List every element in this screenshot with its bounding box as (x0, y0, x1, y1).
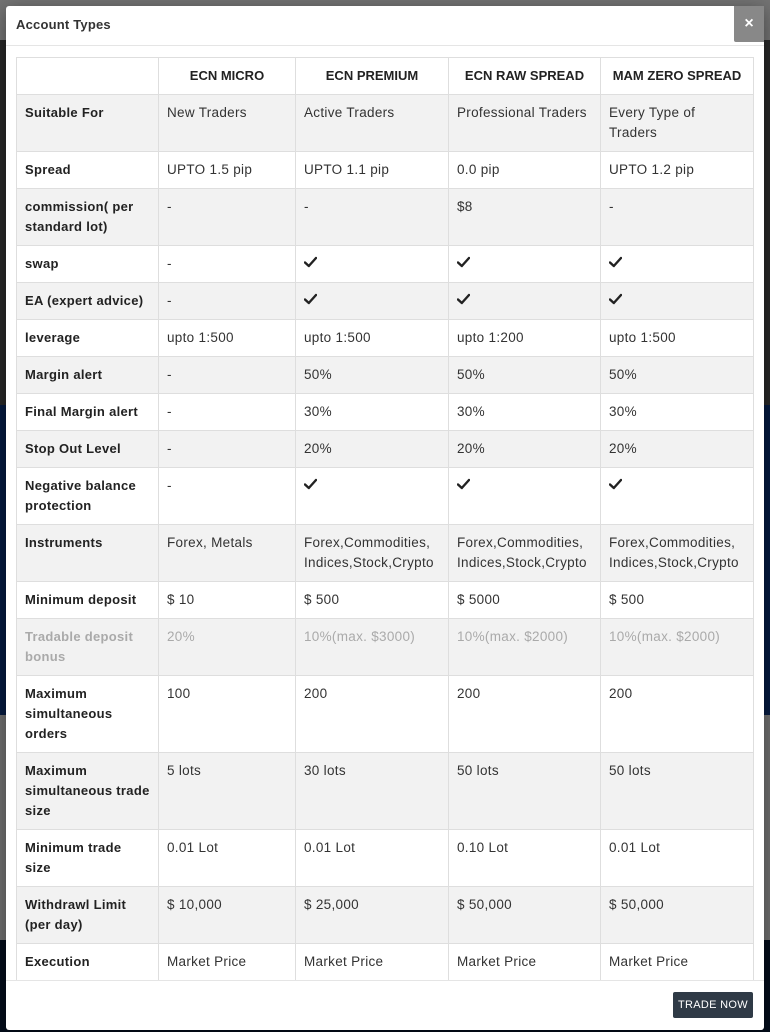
close-button[interactable]: × (734, 6, 764, 42)
table-cell: - (159, 246, 296, 283)
table-cell-check (296, 283, 449, 320)
table-row (17, 283, 754, 320)
table-cell: upto 1:500 (601, 320, 754, 357)
table-row (17, 320, 754, 357)
table-cell: 0.01 Lot (601, 830, 754, 887)
trade-now-button[interactable]: TRADE NOW (673, 992, 753, 1018)
header-ecn-raw-spread: ECN RAW SPREAD (449, 58, 601, 95)
account-types-table (16, 57, 754, 981)
table-cell: 100 (159, 676, 296, 753)
table-row (17, 582, 754, 619)
table-cell: 10%(max. $2000) (449, 619, 601, 676)
table-cell: UPTO 1.5 pip (159, 152, 296, 189)
checkmark-icon (609, 256, 622, 271)
row-label: Final Margin alert (17, 394, 159, 431)
table-cell: $ 50,000 (601, 887, 754, 944)
table-row (17, 830, 754, 887)
table-cell: upto 1:200 (449, 320, 601, 357)
table-row (17, 431, 754, 468)
row-label: Maximum simultaneous trade size (17, 753, 159, 830)
table-cell-check (601, 283, 754, 320)
table-cell: 200 (296, 676, 449, 753)
table-cell: 30 lots (296, 753, 449, 830)
table-cell: $ 500 (296, 582, 449, 619)
table-cell: 20% (159, 619, 296, 676)
table-cell: Market Price (449, 944, 601, 981)
header-ecn-premium: ECN PREMIUM (296, 58, 449, 95)
checkmark-icon (609, 478, 622, 493)
table-row (17, 468, 754, 525)
modal-footer (6, 980, 764, 1030)
table-cell: $ 10 (159, 582, 296, 619)
table-cell: Active Traders (296, 95, 449, 152)
table-cell-check (296, 468, 449, 525)
table-cell: - (296, 189, 449, 246)
table-row (17, 753, 754, 830)
checkmark-icon (609, 293, 622, 308)
table-cell: 50% (601, 357, 754, 394)
table-cell: 200 (449, 676, 601, 753)
table-row (17, 676, 754, 753)
table-header-row (17, 58, 754, 95)
table-cell: - (159, 189, 296, 246)
table-cell: Professional Traders (449, 95, 601, 152)
table-cell: Market Price (159, 944, 296, 981)
row-label: commission( per standard lot) (17, 189, 159, 246)
table-row (17, 189, 754, 246)
table-cell-check (449, 468, 601, 525)
table-cell: $ 5000 (449, 582, 601, 619)
table-cell: 30% (601, 394, 754, 431)
table-cell: 20% (296, 431, 449, 468)
row-label: Spread (17, 152, 159, 189)
table-cell: 0.01 Lot (296, 830, 449, 887)
table-cell-check (296, 246, 449, 283)
row-label: Instruments (17, 525, 159, 582)
row-label: Tradable deposit bonus (17, 619, 159, 676)
account-types-modal (6, 6, 764, 1030)
table-cell: - (159, 394, 296, 431)
modal-header (6, 6, 764, 46)
table-row (17, 525, 754, 582)
table-cell: upto 1:500 (159, 320, 296, 357)
table-cell: Every Type of Traders (601, 95, 754, 152)
modal-title: Account Types (16, 17, 111, 32)
row-label: Minimum deposit (17, 582, 159, 619)
table-cell: Market Price (296, 944, 449, 981)
row-label: leverage (17, 320, 159, 357)
row-label: Negative balance protection (17, 468, 159, 525)
checkmark-icon (304, 256, 317, 271)
table-row (17, 357, 754, 394)
table-cell: - (601, 189, 754, 246)
table-cell: 0.10 Lot (449, 830, 601, 887)
header-ecn-micro: ECN MICRO (159, 58, 296, 95)
table-cell: Forex,Commodities, Indices,Stock,Crypto (449, 525, 601, 582)
checkmark-icon (457, 256, 470, 271)
table-cell: Forex,Commodities, Indices,Stock,Crypto (296, 525, 449, 582)
table-row (17, 95, 754, 152)
table-cell: UPTO 1.1 pip (296, 152, 449, 189)
table-body (17, 95, 754, 981)
table-cell-check (601, 246, 754, 283)
table-cell: - (159, 468, 296, 525)
table-cell-check (449, 246, 601, 283)
table-cell: $8 (449, 189, 601, 246)
table-cell: - (159, 283, 296, 320)
table-row (17, 887, 754, 944)
table-row (17, 246, 754, 283)
header-cell-empty (17, 58, 159, 95)
table-cell: 0.0 pip (449, 152, 601, 189)
table-cell: 50 lots (449, 753, 601, 830)
table-cell: UPTO 1.2 pip (601, 152, 754, 189)
table-cell: Forex, Metals (159, 525, 296, 582)
table-cell: 5 lots (159, 753, 296, 830)
table-cell: 50% (296, 357, 449, 394)
checkmark-icon (457, 478, 470, 493)
table-cell: - (159, 357, 296, 394)
table-cell: 30% (296, 394, 449, 431)
row-label: Execution (17, 944, 159, 981)
row-label: Minimum trade size (17, 830, 159, 887)
checkmark-icon (304, 293, 317, 308)
table-cell-check (449, 283, 601, 320)
table-cell: 50 lots (601, 753, 754, 830)
table-cell: $ 50,000 (449, 887, 601, 944)
table-row (17, 944, 754, 981)
table-row (17, 619, 754, 676)
table-cell: $ 25,000 (296, 887, 449, 944)
table-cell: - (159, 431, 296, 468)
row-label: Stop Out Level (17, 431, 159, 468)
row-label: EA (expert advice) (17, 283, 159, 320)
table-cell: 50% (449, 357, 601, 394)
table-row (17, 152, 754, 189)
table-cell: 10%(max. $3000) (296, 619, 449, 676)
table-cell: 0.01 Lot (159, 830, 296, 887)
table-cell: Forex,Commodities, Indices,Stock,Crypto (601, 525, 754, 582)
table-cell: 30% (449, 394, 601, 431)
table-cell: 20% (601, 431, 754, 468)
table-cell: 10%(max. $2000) (601, 619, 754, 676)
row-label: Suitable For (17, 95, 159, 152)
row-label: Withdrawl Limit (per day) (17, 887, 159, 944)
checkmark-icon (304, 478, 317, 493)
row-label: swap (17, 246, 159, 283)
header-mam-zero-spread: MAM ZERO SPREAD (601, 58, 754, 95)
row-label: Margin alert (17, 357, 159, 394)
table-cell: Market Price (601, 944, 754, 981)
table-cell: $ 10,000 (159, 887, 296, 944)
table-cell: 20% (449, 431, 601, 468)
table-cell: upto 1:500 (296, 320, 449, 357)
checkmark-icon (457, 293, 470, 308)
table-cell: 200 (601, 676, 754, 753)
table-cell-check (601, 468, 754, 525)
account-types-table-container (16, 57, 753, 981)
table-cell: New Traders (159, 95, 296, 152)
table-cell: $ 500 (601, 582, 754, 619)
row-label: Maximum simultaneous orders (17, 676, 159, 753)
table-row (17, 394, 754, 431)
